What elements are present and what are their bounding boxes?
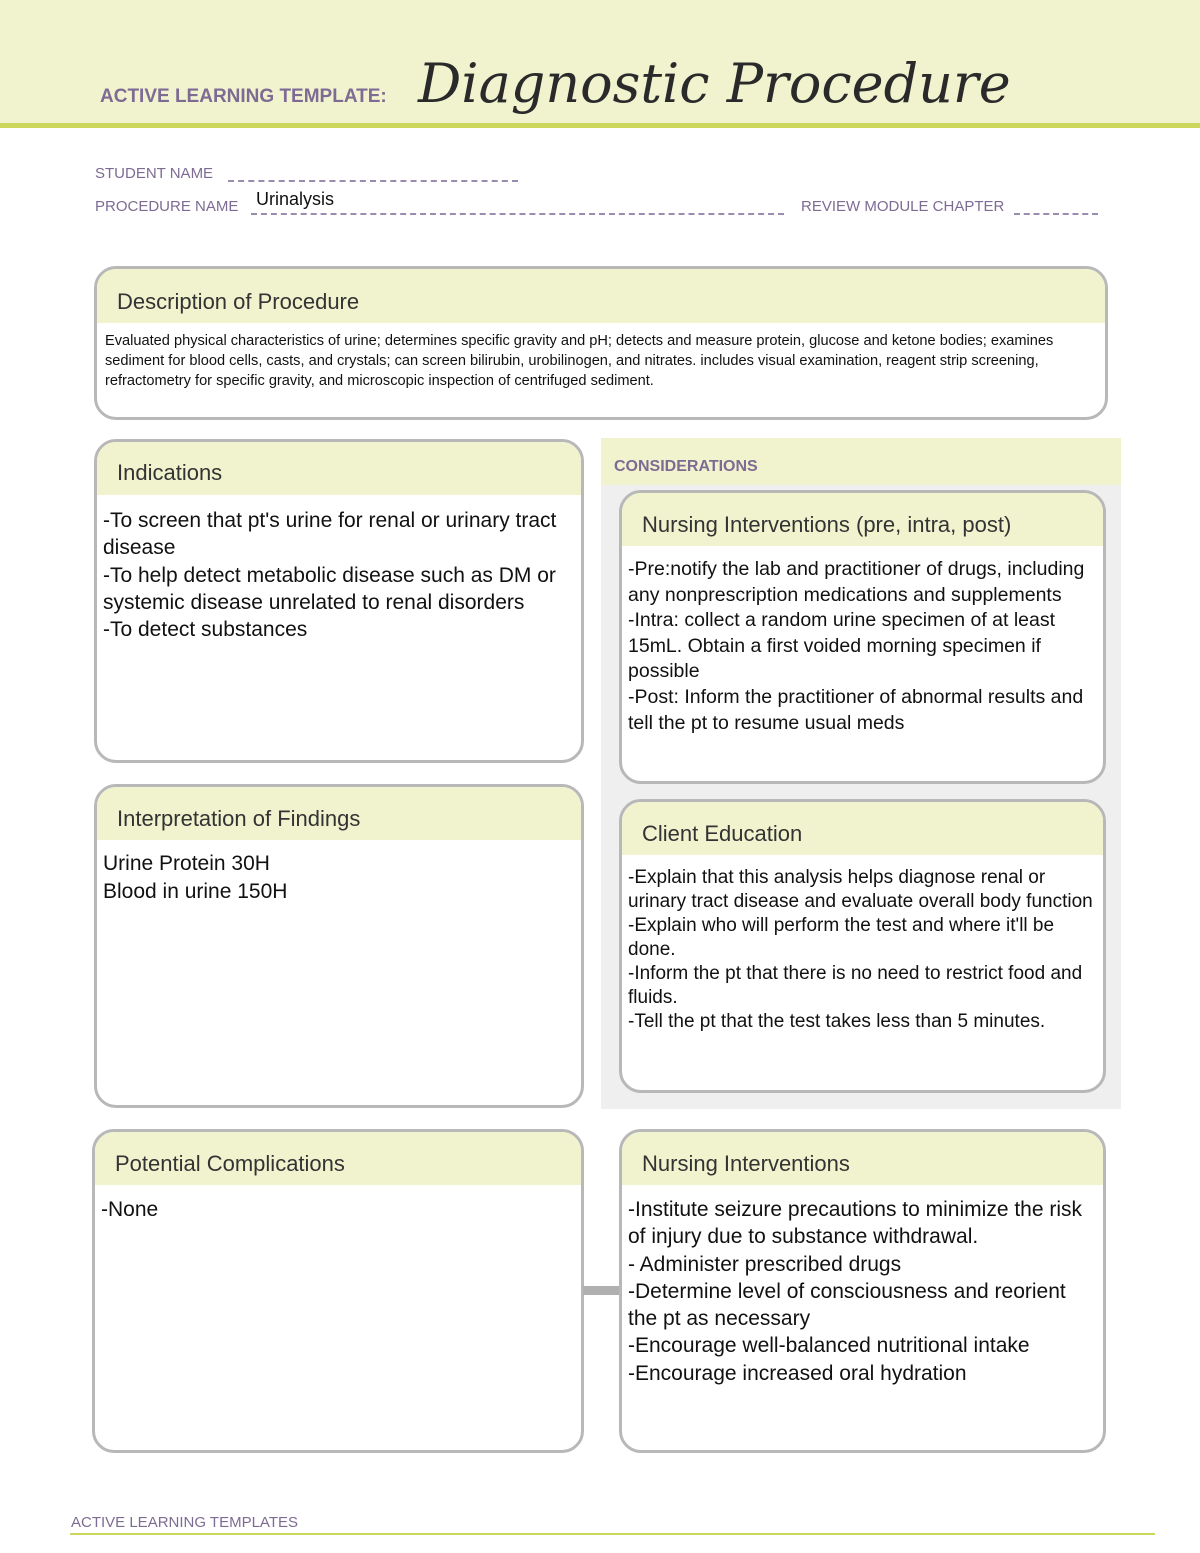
procedure-name-underline — [251, 213, 784, 215]
review-module-underline — [1014, 213, 1098, 215]
description-title: Description of Procedure — [97, 269, 1105, 323]
list-item: -Encourage increased oral hydration — [628, 1361, 967, 1385]
list-item: -To help detect metabolic disease such as DM or systemic disease unrelated to renal disorders — [103, 563, 556, 614]
client-education-body — [622, 855, 1103, 1034]
list-item: -Determine level of consciousness and reorient the pt as necessary — [628, 1279, 1066, 1331]
list-item: -Intra: collect a random urine specimen of at least 15mL. Obtain a first voided morning specimen if possible — [628, 609, 1056, 683]
footer-text: ACTIVE LEARNING TEMPLATES — [71, 1514, 298, 1531]
connector-bar — [583, 1286, 621, 1295]
student-name-underline — [228, 180, 518, 182]
nursing-interventions-box — [619, 1129, 1106, 1453]
list-item: - Administer prescribed drugs — [628, 1252, 902, 1276]
footer-line — [70, 1533, 1155, 1535]
indications-body — [97, 495, 581, 643]
nursing-interventions-title: Nursing Interventions — [622, 1132, 1103, 1185]
list-item: -Pre:notify the lab and practitioner of drugs, including any nonprescription medications and supplements — [628, 558, 1085, 606]
procedure-name-label: PROCEDURE NAME — [95, 198, 239, 215]
description-box — [94, 266, 1108, 420]
list-item: -To screen that pt's urine for renal or urinary tract disease — [103, 509, 557, 560]
considerations-title: CONSIDERATIONS — [601, 438, 1121, 485]
nursing-pre-body — [622, 546, 1103, 736]
complications-box — [92, 1129, 584, 1453]
page-title: Diagnostic Procedure — [418, 52, 1011, 115]
list-item: -Institute seizure precautions to minimize the risk of injury due to substance withdrawal. — [628, 1198, 1083, 1249]
list-item: Blood in urine 150H — [103, 880, 288, 903]
indications-title: Indications — [97, 442, 581, 495]
complications-title: Potential Complications — [95, 1132, 581, 1185]
list-item: -Explain that this analysis helps diagnose renal or urinary tract disease and evaluate overall body function — [628, 867, 1093, 912]
interpretation-title: Interpretation of Findings — [97, 787, 581, 840]
list-item: -Inform the pt that there is no need to restrict food and fluids. — [628, 963, 1083, 1008]
complications-body — [95, 1185, 581, 1223]
client-education-box — [619, 799, 1106, 1093]
indications-box — [94, 439, 584, 763]
interpretation-box — [94, 784, 584, 1108]
list-item: -Post: Inform the practitioner of abnormal results and tell the pt to resume usual meds — [628, 685, 1084, 734]
list-item: -To detect substances — [103, 618, 308, 642]
description-body: Evaluated physical characteristics of urine; determines specific gravity and pH; detects and measure protein, glucose and ketone bodies; examines sediment for blood cells, casts, and crystals; can screen bilirubin, urobilinogen, and nitrates. includes visual examination, reagent strip screening, refractometry for specific gravity, and microscopic inspection of centrifuged sediment. — [105, 333, 1054, 389]
list-item: -None — [101, 1198, 159, 1221]
client-education-title: Client Education — [622, 802, 1103, 855]
list-item: -Tell the pt that the test takes less than 5 minutes. — [628, 1011, 1046, 1032]
nursing-pre-intra-post-box — [619, 490, 1106, 784]
review-module-label: REVIEW MODULE CHAPTER — [801, 198, 1005, 215]
nursing-interventions-body — [622, 1185, 1103, 1387]
student-name-label: STUDENT NAME — [95, 165, 214, 182]
template-label: ACTIVE LEARNING TEMPLATE: — [100, 86, 387, 107]
list-item: -Explain who will perform the test and where it'll be done. — [628, 915, 1055, 960]
nursing-pre-title: Nursing Interventions (pre, intra, post) — [622, 493, 1103, 546]
list-item: Urine Protein 30H — [103, 852, 270, 875]
procedure-name-field[interactable]: Urinalysis — [256, 189, 335, 209]
list-item: -Encourage well-balanced nutritional intake — [628, 1334, 1030, 1358]
interpretation-body — [97, 840, 581, 906]
